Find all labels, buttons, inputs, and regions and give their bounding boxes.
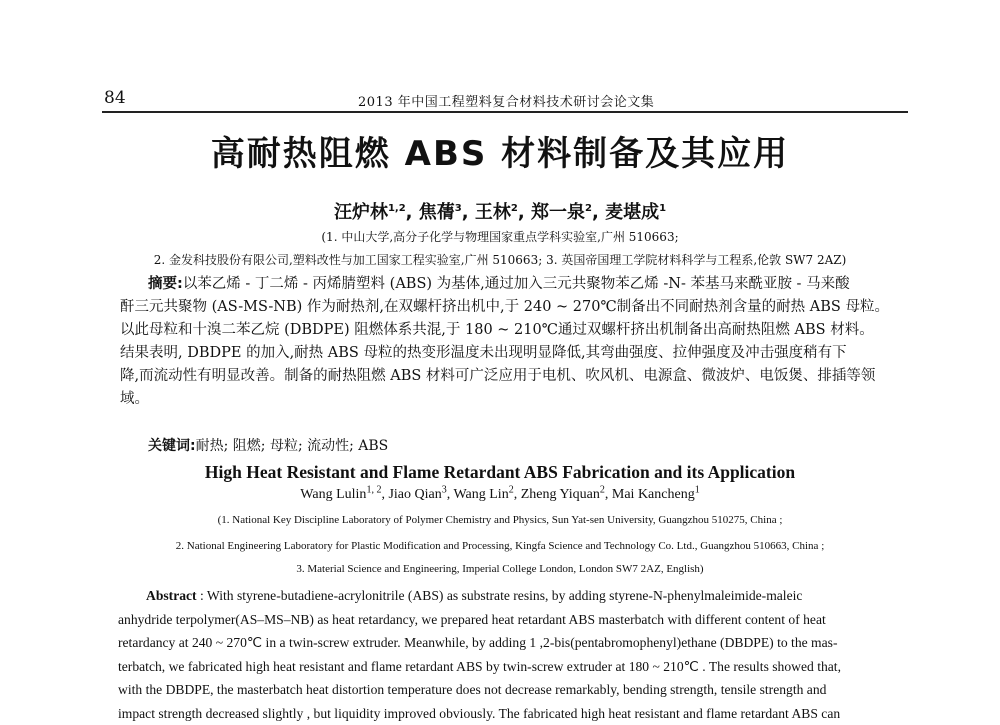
keywords-cn-label: 关键词: xyxy=(148,438,196,454)
author-en: Mai Kancheng$^1$ xyxy=(612,487,700,502)
author-cn: 汪炉林$^{1,2}$, xyxy=(334,202,413,223)
keywords-cn-text: 耐热; 阻燃; 母粒; 流动性; ABS xyxy=(196,438,389,454)
paper-title-en: High Heat Resistant and Flame Retardant ABS Fabrication and its Application xyxy=(0,462,1000,483)
affiliation-en-3: 3. Material Science and Engineering, Imperial College London, London SW7 2AZ, English) xyxy=(0,563,1000,575)
affiliation-en-2: 2. National Engineering Laboratory for Plastic Modification and Processing, Kingfa Science and Technology Co. Ltd., Guangzhou 510663, China ; xyxy=(0,540,1000,552)
affiliation-cn-2: 2. 金发科技股份有限公司,塑料改性与加工国家工程实验室,广州 510663; 3. 英国帝国理工学院材料科学与工程系,伦敦 SW7 2AZ) xyxy=(0,251,1000,268)
author-en: Wang Lulin$^{1, 2}$, xyxy=(300,487,388,502)
paper-title-cn: 高耐热阻燃 ABS 材料制备及其应用 xyxy=(0,126,1000,175)
abstract-en xyxy=(118,584,908,725)
abstract-en-line: Abstract : With styrene-butadiene-acrylonitrile (ABS) as substrate resins, by adding styrene-N-phenylmaleimide-maleic xyxy=(118,584,908,608)
author-cn: 焦蒨$^3$, xyxy=(419,202,469,223)
page-number: 84 xyxy=(104,88,126,108)
abstract-cn-line: 降,而流动性有明显改善。制备的耐热阻燃 ABS 材料可广泛应用于电机、吹风机、电源盒、微波炉、电饭煲、排插等领 xyxy=(120,365,890,388)
abstract-en-label: Abstract xyxy=(146,588,197,603)
abstract-en-line: impact strength decreased slightly , but liquidity improved obviously. The fabricated high heat resistant and flame retardant ABS can xyxy=(118,702,908,725)
abstract-cn-line: 摘要:以苯乙烯 - 丁二烯 - 丙烯腈塑料 (ABS) 为基体,通过加入三元共聚物苯乙烯 -N- 苯基马来酰亚胺 - 马来酸 xyxy=(120,273,890,296)
abstract-en-line: terbatch, we fabricated high heat resistant and flame retardant ABS by twin-screw extruder at 180 ~ 210℃ . The results showed that, xyxy=(118,655,908,679)
abstract-en-line: anhydride terpolymer(AS–MS–NB) as heat retardancy, we prepared heat retardant ABS masterbatch with different content of heat xyxy=(118,608,908,632)
running-title: 2013 年中国工程塑料复合材料技术研讨会论文集 xyxy=(358,91,654,110)
author-cn: 郑一泉$^2$, xyxy=(531,202,599,223)
abstract-cn-line: 域。 xyxy=(120,388,890,411)
author-en: Jiao Qian$^3$, xyxy=(388,487,453,502)
affiliation-en-1: (1. National Key Discipline Laboratory of Polymer Chemistry and Physics, Sun Yat-sen University, Guangzhou 510275, China ; xyxy=(0,514,1000,526)
abstract-en-line: retardancy at 240 ~ 270℃ in a twin-screw extruder. Meanwhile, by adding 1 ,2-bis(pentabromophenyl)ethane (DBDPE) to the mas- xyxy=(118,631,908,655)
abstract-cn-line: 结果表明, DBDPE 的加入,耐热 ABS 母粒的热变形温度未出现明显降低,其弯曲强度、拉伸强度及冲击强度稍有下 xyxy=(120,342,890,365)
author-en: Wang Lin$^2$, xyxy=(453,487,520,502)
header-rule xyxy=(102,111,908,113)
keywords-cn xyxy=(148,435,388,455)
author-list-en xyxy=(0,487,1000,503)
affiliation-cn-1: (1. 中山大学,高分子化学与物理国家重点学科实验室,广州 510663; xyxy=(0,228,1000,245)
abstract-cn xyxy=(120,273,890,411)
abstract-cn-line: 酐三元共聚物 (AS-MS-NB) 作为耐热剂,在双螺杆挤出机中,于 240 ~ 270℃制备出不同耐热剂含量的耐热 ABS 母粒。 xyxy=(120,296,890,319)
abstract-cn-label: 摘要: xyxy=(148,276,183,292)
author-cn: 王林$^2$, xyxy=(475,202,525,223)
author-en: Zheng Yiquan$^2$, xyxy=(521,487,612,502)
author-list-cn xyxy=(0,198,1000,224)
abstract-en-line: with the DBDPE, the masterbatch heat distortion temperature does not decrease remarkably, bending strength, tensile strength and xyxy=(118,678,908,702)
abstract-cn-line: 以此母粒和十溴二苯乙烷 (DBDPE) 阻燃体系共混,于 180 ~ 210℃通过双螺杆挤出机制备出高耐热阻燃 ABS 材料。 xyxy=(120,319,890,342)
author-cn: 麦堪成$^1$ xyxy=(605,202,666,223)
